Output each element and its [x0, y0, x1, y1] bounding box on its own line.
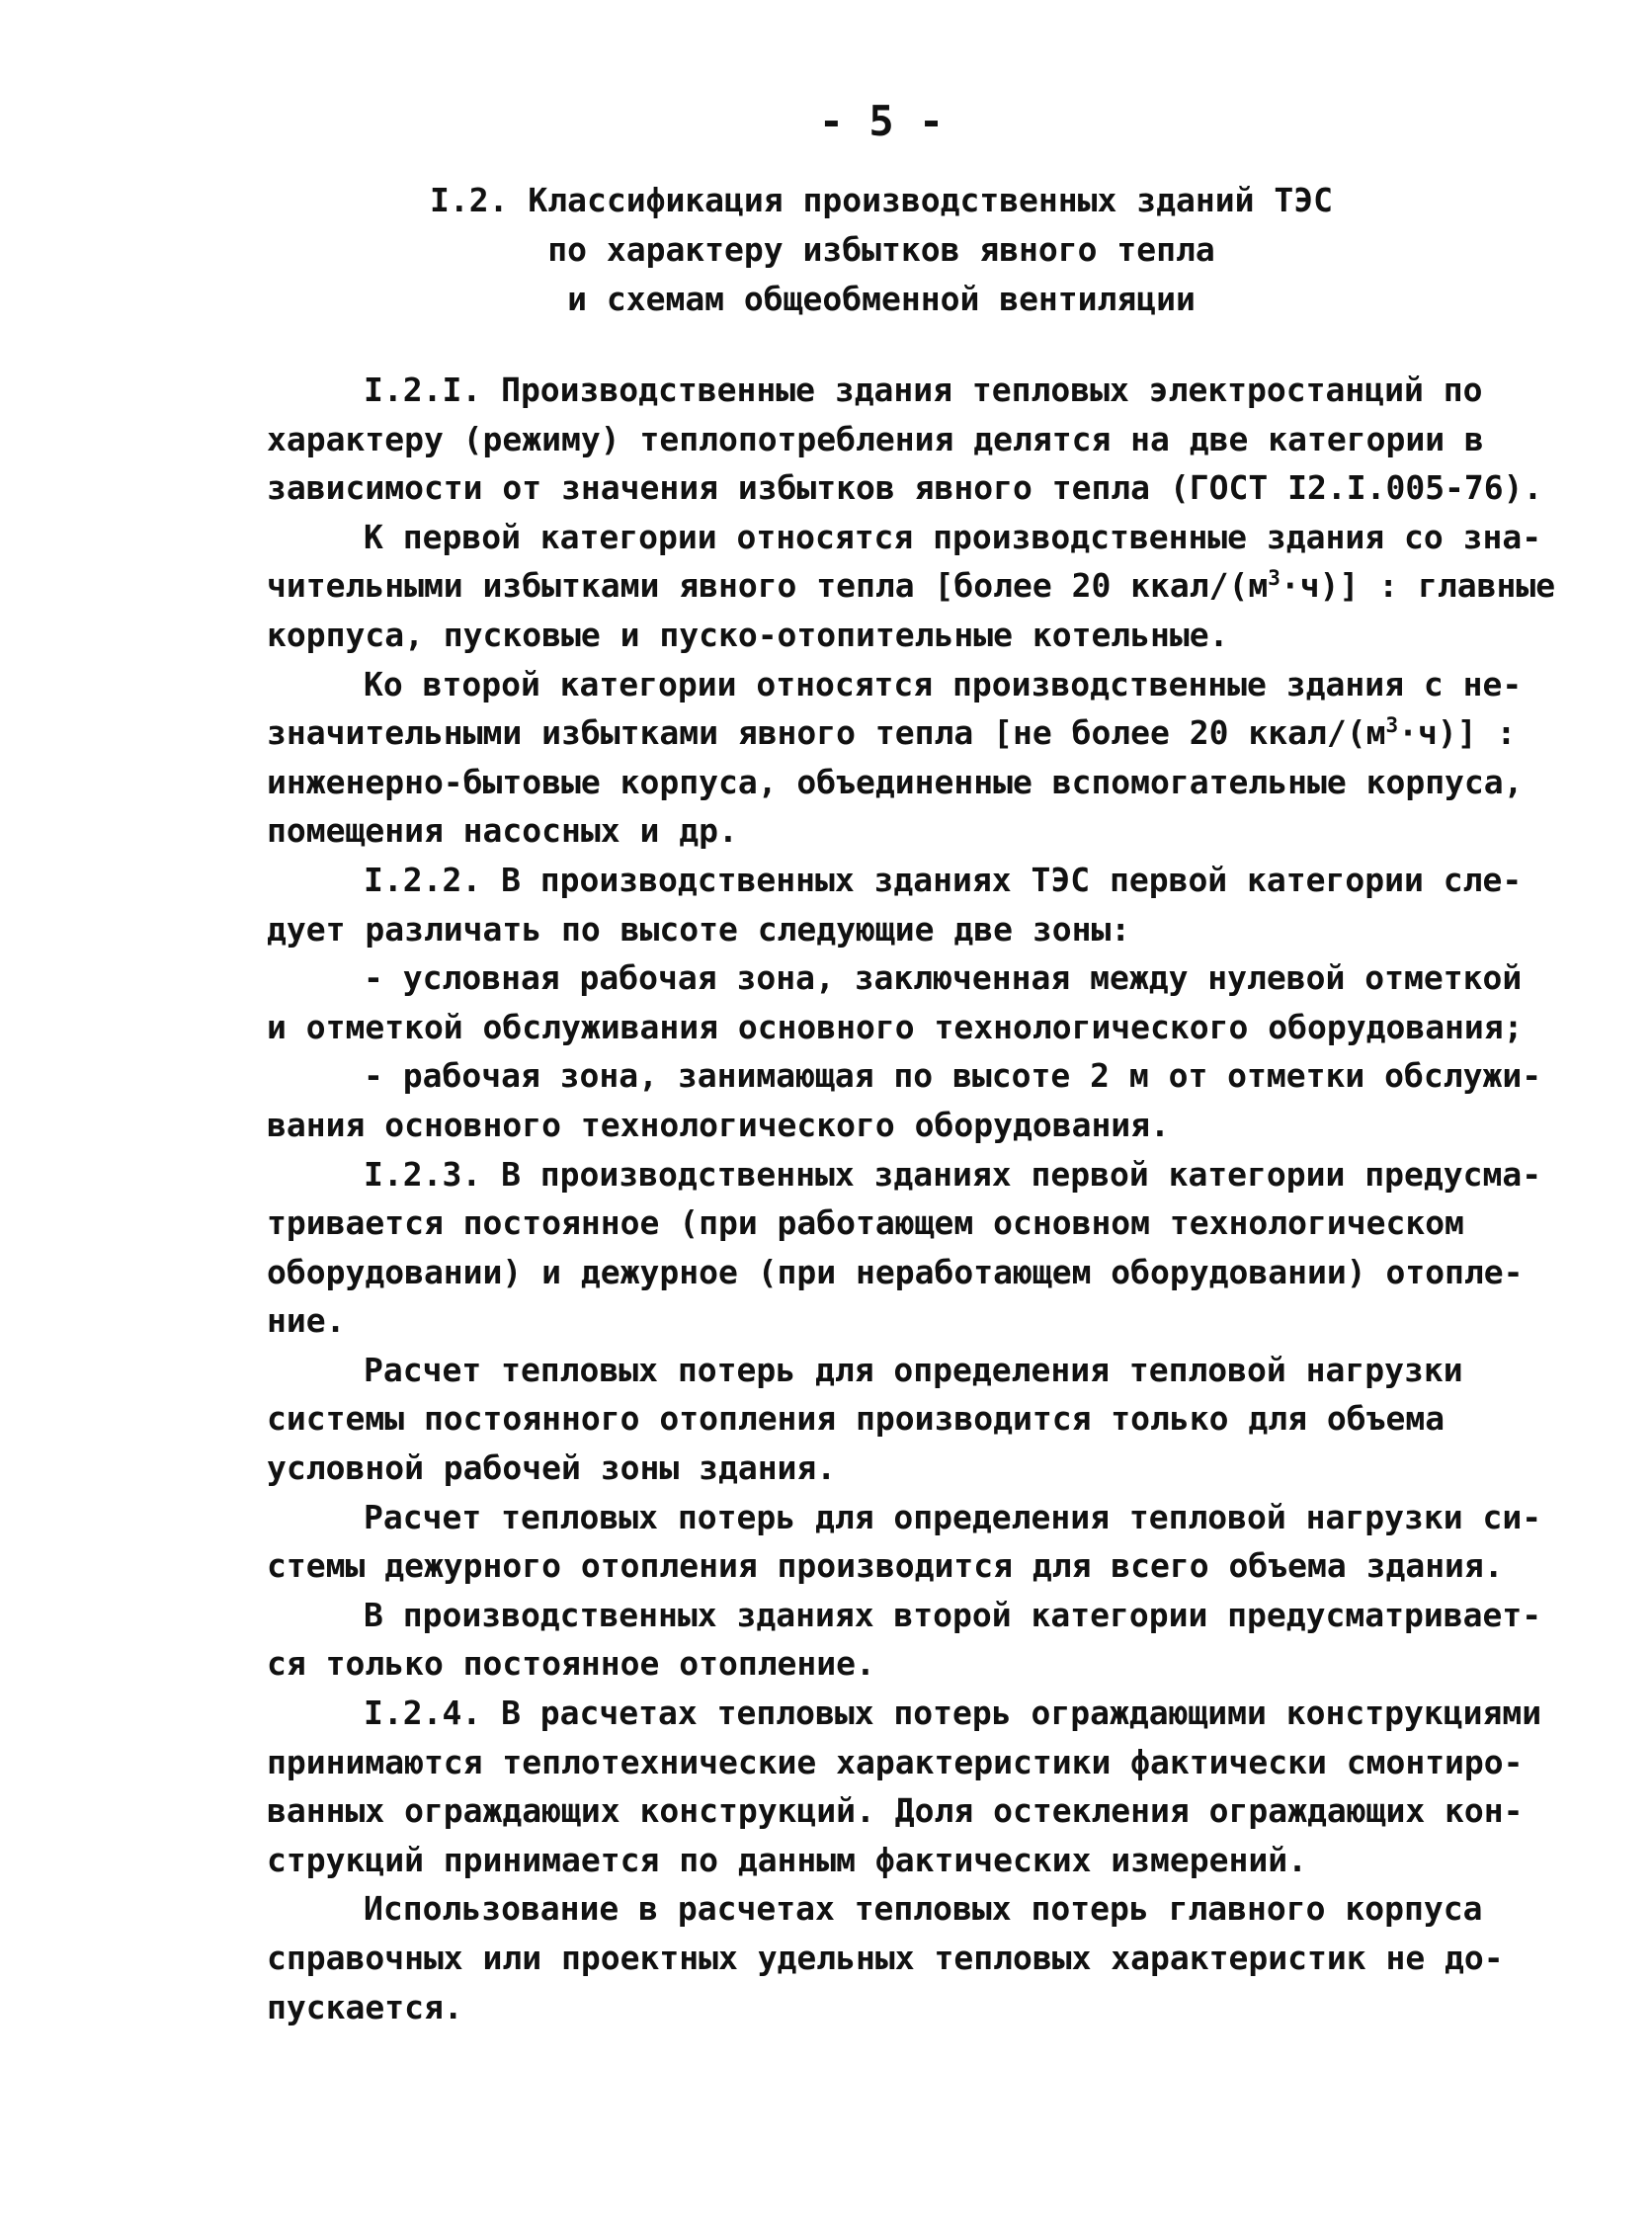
superscript: 3 — [1385, 713, 1399, 738]
paragraph-line: струкций принимается по данным фактических измерений. — [267, 1840, 1307, 1879]
paragraph-line: Ко второй категории относятся производственные здания с не- — [364, 664, 1523, 703]
text-run: значительными избытками явного тепла [не более 20 ккал/(м — [267, 713, 1386, 753]
heading-line-3: и схемам общеобменной вентиляции — [567, 280, 1196, 318]
paragraph-line: ние. — [267, 1301, 346, 1341]
list-item: - рабочая зона, занимающая по высоте 2 м от отметки обслужи- — [364, 1056, 1542, 1096]
paragraph-line — [267, 708, 1555, 758]
paragraph-line: I.2.I. Производственные здания тепловых электростанций по — [364, 371, 1483, 409]
text-run: чительными избытками явного тепла [более 20 ккал/(м — [267, 566, 1269, 606]
paragraph-line: ванных ограждающих конструкций. Доля остекления ограждающих кон- — [267, 1791, 1524, 1831]
paragraph-line: Использование в расчетах тепловых потерь главного корпуса — [364, 1889, 1483, 1929]
paragraph-line: условной рабочей зоны здания. — [267, 1448, 837, 1488]
paragraph-line: помещения насосных и др. — [267, 811, 738, 851]
paragraph-line: I.2.3. В производственных зданиях первой категории предусма- — [364, 1154, 1542, 1194]
paragraph-line: системы постоянного отопления производится только для объема — [267, 1399, 1446, 1439]
paragraph-line: корпуса, пусковые и пуско-отопительные котельные. — [267, 615, 1229, 654]
paragraph-line: тривается постоянное (при работающем основном технологическом — [267, 1203, 1464, 1243]
paragraph-line: Расчет тепловых потерь для определения тепловой нагрузки си- — [364, 1497, 1542, 1536]
heading-line-1: I.2. Классификация производственных зданий ТЭС — [430, 181, 1333, 219]
document-body — [267, 366, 1555, 2031]
paragraph-line: I.2.2. В производственных зданиях ТЭС первой категории сле- — [364, 860, 1523, 899]
paragraph-line: вания основного технологического оборудования. — [267, 1105, 1170, 1144]
text-run: ·ч)] : — [1398, 713, 1517, 753]
list-item: - условная рабочая зона, заключенная между нулевой отметкой — [364, 958, 1523, 998]
text-run: ·ч)] : главные — [1280, 566, 1556, 606]
heading-line-2: по характеру избытков явного тепла — [547, 230, 1215, 269]
section-heading — [0, 176, 1652, 324]
paragraph-line — [267, 561, 1555, 611]
paragraph-line: инженерно-бытовые корпуса, объединенные вспомогательные корпуса, — [267, 762, 1524, 801]
page-number: - 5 - — [818, 97, 945, 145]
paragraph-line: К первой категории относятся производственные здания со зна- — [364, 517, 1542, 556]
paragraph-line: Расчет тепловых потерь для определения тепловой нагрузки — [364, 1350, 1463, 1389]
paragraph-line: справочных или проектных удельных тепловых характеристик не до- — [267, 1939, 1504, 1977]
paragraph-line: принимаются теплотехнические характеристики фактически смонтиро- — [267, 1742, 1524, 1781]
paragraph-line: I.2.4. В расчетах тепловых потерь ограждающими конструкциями — [364, 1694, 1542, 1733]
paragraph-line: оборудовании) и дежурное (при неработающем оборудовании) отопле- — [267, 1252, 1524, 1291]
paragraph-line: В производственных зданиях второй категории предусматривает- — [364, 1595, 1542, 1634]
paragraph-line: зависимости от значения избытков явного тепла (ГОСТ I2.I.005-76). — [267, 468, 1543, 508]
paragraph-line: дует различать по высоте следующие две зоны: — [267, 909, 1131, 949]
paragraph-line: пускается. — [267, 1987, 463, 2026]
paragraph-line: стемы дежурного отопления производится для всего объема здания. — [267, 1546, 1504, 1586]
paragraph-line: характеру (режиму) теплопотребления делятся на две категории в — [267, 419, 1484, 458]
superscript: 3 — [1268, 566, 1280, 591]
paragraph-line: и отметкой обслуживания основного технологического оборудования; — [267, 1007, 1524, 1046]
paragraph-line: ся только постоянное отопление. — [267, 1644, 875, 1684]
